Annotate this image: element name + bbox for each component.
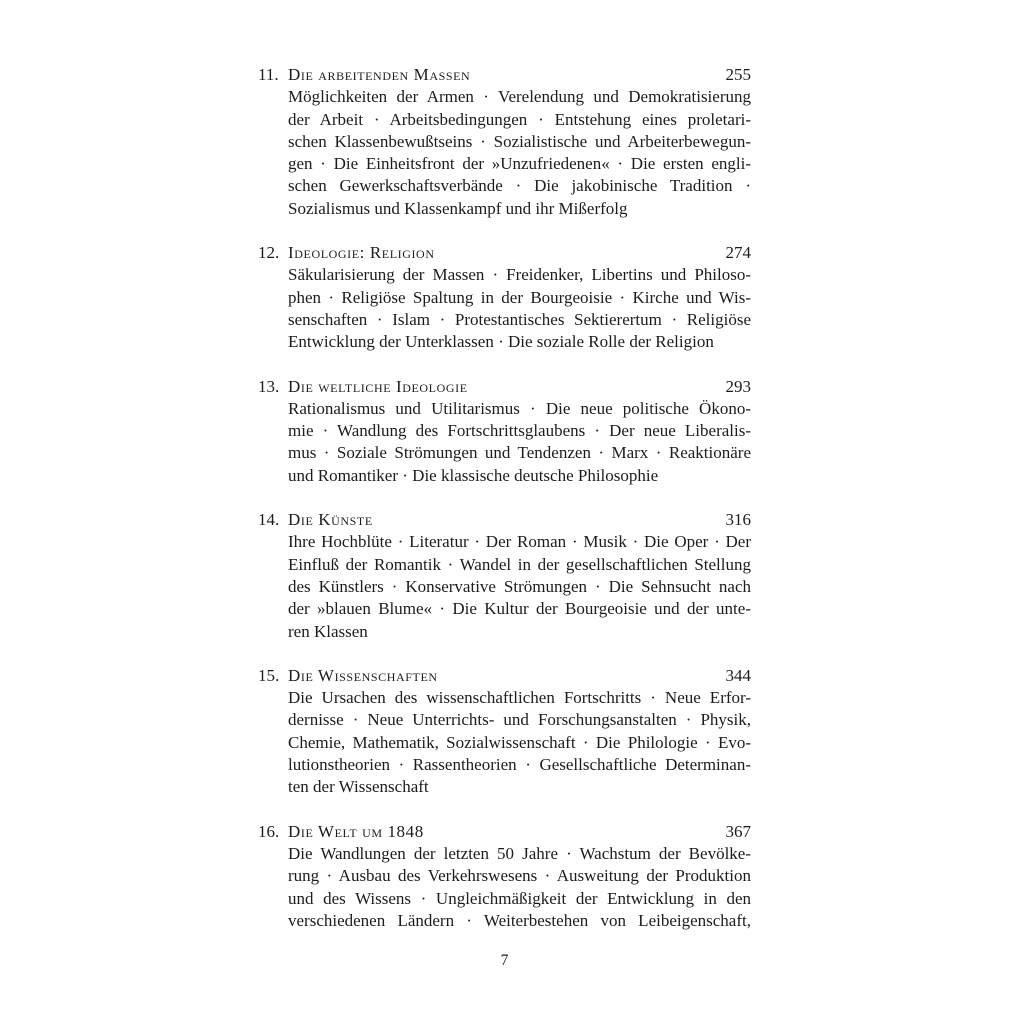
topic-line: senschaften · Islam · Protestantisches Sektierertum · Religiöse xyxy=(288,309,751,329)
topic-line: verschiedenen Ländern · Weiterbestehen von Leibeigenschaft, xyxy=(288,910,751,930)
topic-line: Die Wandlungen der letzten 50 Jahre · Wachstum der Bevölke- xyxy=(288,843,751,863)
topic-line: Möglichkeiten der Armen · Verelendung und Demokratisierung xyxy=(288,87,751,107)
chapter-page-number: 293 xyxy=(725,376,751,396)
chapter-number: 12. xyxy=(258,243,280,263)
topic-line: Entwicklung der Unterklassen · Die soziale Rolle der Religion xyxy=(288,332,714,352)
chapter-topics xyxy=(288,398,751,487)
chapter-title: Die weltliche Ideologie xyxy=(288,376,468,396)
toc-entry-heading xyxy=(258,376,751,398)
topic-line: dernisse · Neue Unterrichts- und Forschungsanstalten · Physik, xyxy=(288,710,751,730)
chapter-topics xyxy=(288,843,751,932)
topic-line: und des Wissens · Ungleichmäßigkeit der Entwicklung in den xyxy=(288,888,751,908)
chapter-page-number: 367 xyxy=(725,821,751,841)
toc-entry-heading xyxy=(258,509,751,531)
topic-line: rung · Ausbau des Verkehrswesens · Ausweitung der Produktion xyxy=(288,866,751,886)
topic-line: Ihre Hochblüte · Literatur · Der Roman · Musik · Die Oper · Der xyxy=(288,532,751,552)
toc-entry-heading xyxy=(258,242,751,264)
chapter-page-number: 316 xyxy=(725,510,751,530)
chapter-number: 11. xyxy=(258,65,279,84)
chapter-title: Die arbeitenden Massen xyxy=(288,65,471,84)
topic-line: phen · Religiöse Spaltung in der Bourgeoisie · Kirche und Wis- xyxy=(288,287,751,307)
toc-entry xyxy=(258,242,751,353)
toc-entry-heading xyxy=(258,821,751,843)
chapter-title: Die Welt um 1848 xyxy=(288,821,424,841)
topic-line: Chemie, Mathematik, Sozialwissenschaft · Die Philologie · Evo- xyxy=(288,732,751,752)
toc-entry xyxy=(258,821,751,932)
chapter-page-number: 344 xyxy=(725,665,751,685)
chapter-topics xyxy=(288,687,751,798)
toc-entry-heading xyxy=(258,665,751,687)
topic-line: Sozialismus und Klassenkampf und ihr Mißerfolg xyxy=(288,198,628,218)
chapter-title: Die Künste xyxy=(288,510,373,530)
chapter-title: Die Wissenschaften xyxy=(288,665,438,685)
chapter-number: 13. xyxy=(258,376,280,396)
chapter-page-number: 274 xyxy=(725,243,751,263)
topic-line: des Künstlers · Konservative Strömungen · Die Sehnsucht nach xyxy=(288,576,751,596)
topic-line: ten der Wissenschaft xyxy=(288,777,429,797)
topic-line: Einfluß der Romantik · Wandel in der gesellschaftlichen Stellung xyxy=(288,554,751,574)
topic-line: schen Klassenbewußtseins · Sozialistische und Arbeiterbewegun- xyxy=(288,131,751,151)
topic-line: der »blauen Blume« · Die Kultur der Bourgeoisie und der unte- xyxy=(288,599,751,619)
topic-line: schen Gewerkschaftsverbände · Die jakobinische Tradition · xyxy=(288,176,751,196)
topic-line: lutionstheorien · Rassentheorien · Gesellschaftliche Determinan- xyxy=(288,755,751,775)
topic-line: Säkularisierung der Massen · Freidenker, Libertins und Philoso- xyxy=(288,265,751,285)
table-of-contents xyxy=(258,64,751,954)
chapter-page-number: 255 xyxy=(725,65,751,84)
page-number: 7 xyxy=(500,952,509,969)
topic-line: ren Klassen xyxy=(288,621,368,641)
chapter-number: 14. xyxy=(258,510,280,530)
topic-line: Die Ursachen des wissenschaftlichen Fortschritts · Neue Erfor- xyxy=(288,688,751,708)
topic-line: mie · Wandlung des Fortschrittsglaubens · Der neue Liberalis- xyxy=(288,421,751,441)
chapter-topics xyxy=(288,264,751,353)
chapter-number: 15. xyxy=(258,665,280,685)
toc-entry xyxy=(258,376,751,487)
topic-line: mus · Soziale Strömungen und Tendenzen · Marx · Reaktionäre xyxy=(288,443,751,463)
toc-entry xyxy=(258,665,751,799)
toc-entry-heading xyxy=(258,64,751,86)
chapter-topics xyxy=(288,86,751,220)
chapter-title: Ideologie: Religion xyxy=(288,243,435,263)
topic-line: Rationalismus und Utilitarismus · Die neue politische Ökono- xyxy=(288,398,751,418)
topic-line: gen · Die Einheitsfront der »Unzufriedenen« · Die ersten engli- xyxy=(288,154,751,174)
topic-line: und Romantiker · Die klassische deutsche Philosophie xyxy=(288,465,659,485)
toc-entry xyxy=(258,64,751,220)
toc-entry xyxy=(258,509,751,643)
chapter-number: 16. xyxy=(258,821,280,841)
chapter-topics xyxy=(288,531,751,642)
topic-line: der Arbeit · Arbeitsbedingungen · Entstehung eines proletari- xyxy=(288,109,751,129)
